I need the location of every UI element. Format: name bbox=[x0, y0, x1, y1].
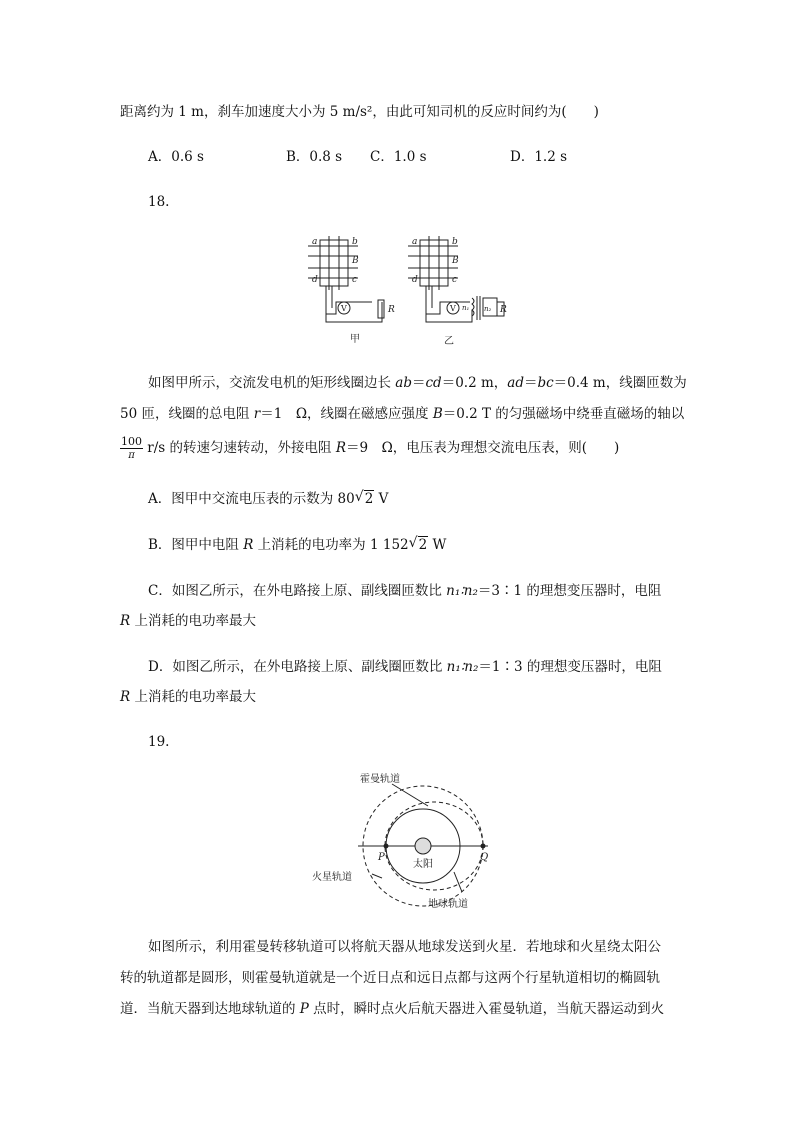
earth-orbit-label: 地球轨道 bbox=[428, 899, 468, 910]
q19-number: 19. bbox=[148, 734, 170, 750]
coil2-label-B: B bbox=[452, 256, 459, 266]
q18-stem-line1: 如图甲所示，交流发电机的矩形线圈边长 ab＝cd＝0.2 m，ad＝bc＝0.4 m，线圈匝数为 bbox=[148, 375, 687, 391]
mars-orbit-label: 火星轨道 bbox=[312, 872, 352, 883]
figure-label-jia: 甲 bbox=[350, 334, 360, 345]
q18-option-c-line1: C．如图乙所示，在外电路接上原、副线圈匝数比 n₁∶n₂＝3∶1 的理想变压器时，电阻 bbox=[148, 583, 662, 599]
n2-label: n₂ bbox=[484, 305, 492, 313]
q18-option-d-line1: D．如图乙所示，在外电路接上原、副线圈匝数比 n₁∶n₂＝1∶3 的理想变压器时，电阻 bbox=[148, 659, 662, 675]
q19-stem-line1: 如图所示，利用霍曼转移轨道可以将航天器从地球发送到火星．若地球和火星绕太阳公 bbox=[148, 939, 661, 955]
q19-stem-line3: 道．当航天器到达地球轨道的 P 点时，瞬时点火后航天器进入霍曼轨道，当航天器运动到火 bbox=[120, 1001, 665, 1017]
voltmeter-label-yi: V bbox=[450, 304, 456, 313]
coil-label-d: d bbox=[312, 275, 318, 285]
coil2-label-c: c bbox=[452, 275, 458, 285]
q18-option-a: A．图甲中交流电压表的示数为 80√ 2 V bbox=[148, 490, 388, 508]
q18-option-c-line2: R 上消耗的电功率最大 bbox=[120, 613, 256, 629]
voltmeter-label-jia: V bbox=[341, 304, 347, 313]
resistor-label-yi: R bbox=[500, 305, 507, 315]
point-p-label: P bbox=[378, 852, 385, 863]
coil-label-B: B bbox=[352, 256, 359, 266]
coil2-label-d: d bbox=[412, 275, 418, 285]
q18-option-b: B．图甲中电阻 R 上消耗的电功率为 1 152√ 2 W bbox=[148, 536, 446, 554]
figure-label-yi: 乙 bbox=[444, 336, 454, 347]
sun-label: 太阳 bbox=[413, 859, 433, 870]
q17-option-c: C．1.0 s bbox=[370, 149, 427, 165]
q18-number: 18. bbox=[148, 194, 170, 210]
coil-label-c: c bbox=[352, 275, 358, 285]
q19-stem-line2: 转的轨道都是圆形，则霍曼轨道就是一个近日点和远日点都与这两个行星轨道相切的椭圆轨 bbox=[120, 970, 660, 986]
q19-orbit-figure bbox=[300, 766, 520, 916]
coil-label-b: b bbox=[352, 237, 358, 247]
q17-option-d: D．1.2 s bbox=[510, 149, 568, 165]
hohmann-orbit-label: 霍曼轨道 bbox=[360, 774, 400, 785]
q17-stem-tail: 距离约为 1 m，刹车加速度大小为 5 m/s²，由此可知司机的反应时间约为( ) bbox=[120, 104, 599, 120]
q18-stem-line3: $\frac{100}{\pi}$ r/s 的转速匀速转动，外接电阻 R＝9 Ω，电压表为理想交流电压表，则( ) bbox=[121, 435, 620, 461]
q17-option-b: B．0.8 s bbox=[286, 149, 343, 165]
q18-figure bbox=[300, 232, 520, 350]
resistor-label-jia: R bbox=[388, 305, 395, 315]
n1-label: n₁ bbox=[462, 304, 470, 312]
q18-option-d-line2: R 上消耗的电功率最大 bbox=[120, 689, 256, 705]
coil2-label-b: b bbox=[452, 237, 458, 247]
speed-fraction: $\frac{100}{\pi}$ bbox=[121, 435, 142, 461]
q17-option-a: A．0.6 s bbox=[148, 149, 204, 165]
coil-label-a: a bbox=[312, 237, 318, 247]
coil2-label-a: a bbox=[412, 237, 418, 247]
point-q-label: Q bbox=[480, 852, 489, 863]
q18-stem-line2: 50 匝，线圈的总电阻 r＝1 Ω，线圈在磁感应强度 B＝0.2 T 的匀强磁场中绕垂直磁场的轴以 bbox=[120, 406, 685, 422]
